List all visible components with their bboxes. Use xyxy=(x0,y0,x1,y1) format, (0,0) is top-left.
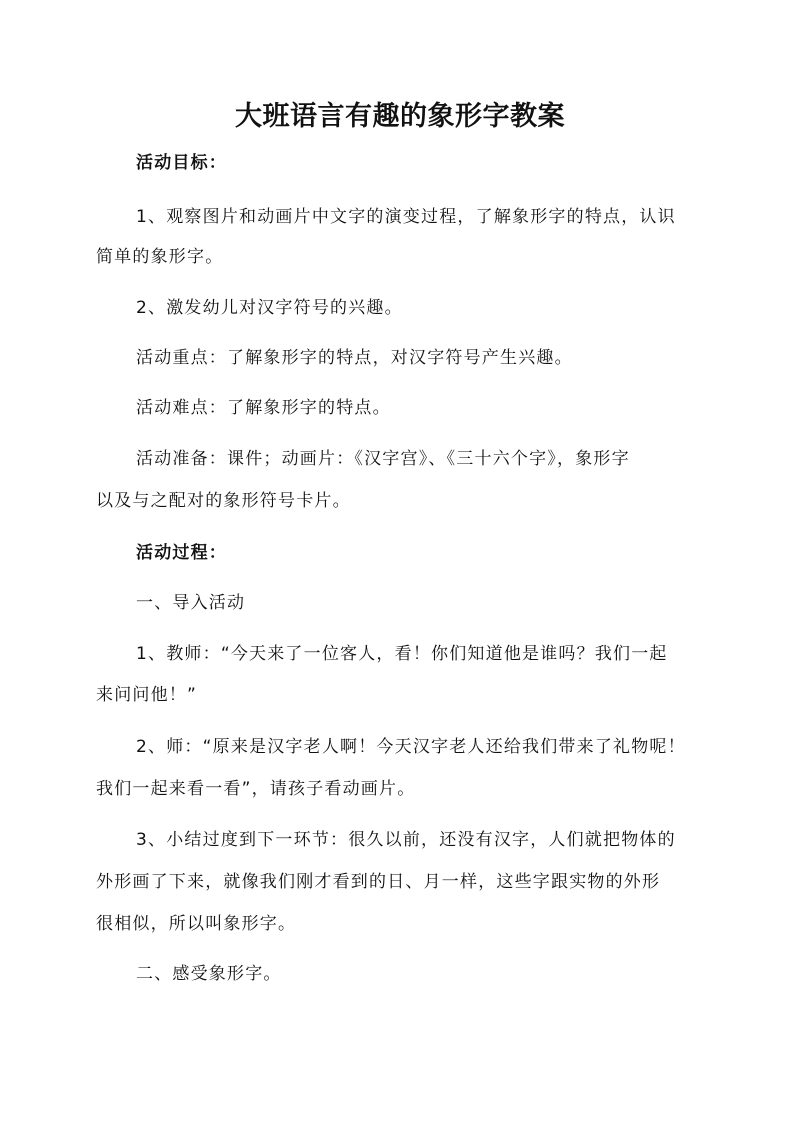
document-title: 大班语言有趣的象形字教案 xyxy=(235,101,565,132)
paragraph-line: 3、小结过度到下一环节：很久以前，还没有汉字，人们就把物体的 xyxy=(136,830,676,850)
paragraph-line: 以及与之配对的象形符号卡片。 xyxy=(96,491,351,511)
paragraph-line: 活动准备：课件；动画片：《汉字宫》、《三十六个字》，象形字 xyxy=(136,449,630,469)
paragraph-line: 活动重点：了解象形字的特点，对汉字符号产生兴趣。 xyxy=(136,348,573,368)
paragraph-line: 简单的象形字。 xyxy=(96,247,224,267)
paragraph-line: 1、教师：“今天来了一位客人，看！你们知道他是谁吗？我们一起 xyxy=(136,644,668,664)
paragraph-line: 活动难点：了解象形字的特点。 xyxy=(136,398,391,418)
paragraph-line: 二、感受象形字。 xyxy=(136,964,282,984)
paragraph-line: 外形画了下来，就像我们刚才看到的日、月一样，这些字跟实物的外形 xyxy=(96,872,661,892)
paragraph-line: 2、师：“原来是汉字老人啊！今天汉字老人还给我们带来了礼物呢！ xyxy=(136,737,686,757)
section-heading-objectives: 活动目标： xyxy=(136,153,227,173)
paragraph-line: 2、激发幼儿对汉字符号的兴趣。 xyxy=(136,298,403,318)
paragraph-line: 我们一起来看一看”，请孩子看动画片。 xyxy=(96,779,416,799)
paragraph-line: 1、观察图片和动画片中文字的演变过程，了解象形字的特点，认识 xyxy=(136,207,676,227)
paragraph-line: 很相似，所以叫象形字。 xyxy=(96,914,297,934)
paragraph-line: 一、导入活动 xyxy=(136,593,246,613)
paragraph-line: 来问问他！” xyxy=(96,685,198,705)
section-heading-process: 活动过程： xyxy=(136,543,227,563)
